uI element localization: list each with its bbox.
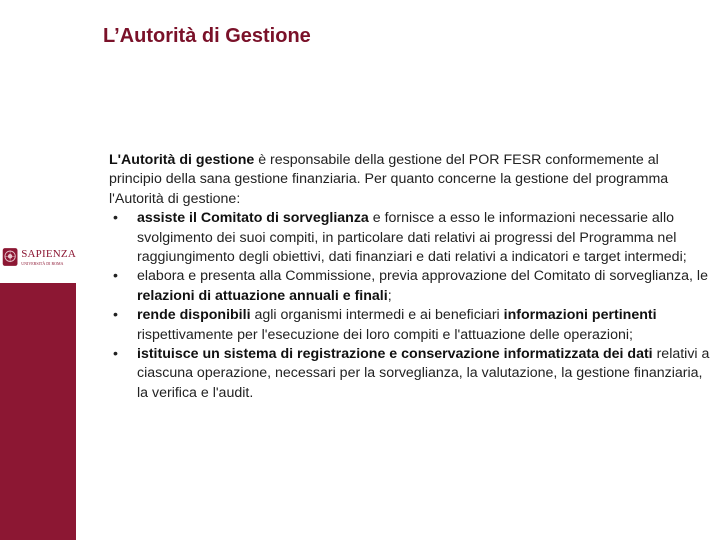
item-text: e fornisce a esso le informazioni necessarie allo svolgimento dei suoi compiti, in particolare dati relativi ai progressi del Programma nel raggiungimento degli obiettivi, dati finanziari e dati relativi a indicatori e target intermedi; bbox=[137, 210, 687, 266]
bullet-icon: • bbox=[113, 307, 118, 324]
seal-icon bbox=[2, 244, 18, 270]
item-text: elabora e presenta alla Commissione, previa approvazione del Comitato di sorveglianza, le bbox=[137, 268, 708, 285]
item-text: rispettivamente per l'esecuzione dei loro compiti e l'attuazione delle operazioni; bbox=[137, 326, 633, 343]
bullet-icon: • bbox=[113, 210, 118, 227]
content-body bbox=[109, 151, 714, 403]
bullet-icon: • bbox=[113, 268, 118, 285]
list-item bbox=[109, 345, 714, 403]
list-item bbox=[109, 209, 714, 267]
item-text: agli organismi intermedi e ai beneficiari bbox=[250, 307, 504, 324]
item-bold: assiste il Comitato di sorveglianza bbox=[137, 210, 369, 227]
side-band-top bbox=[0, 0, 76, 237]
item-bold: istituisce un sistema di registrazione e conservazione informatizzata dei dati bbox=[137, 346, 653, 363]
logo-name: SAPIENZA bbox=[21, 247, 76, 260]
intro-text: è responsabile della gestione del POR FESR conformemente al principio della sana gestione finanziaria. Per quanto concerne la gestione del programma l'Autorità di gestione: bbox=[109, 152, 669, 207]
item-text: ; bbox=[387, 287, 392, 304]
bullet-list bbox=[109, 209, 714, 403]
item-text: relativi a ciascuna operazione, necessari per la sorveglianza, la valutazione, la gestione finanziaria, la verifica e l'audit. bbox=[137, 346, 710, 401]
list-item bbox=[109, 306, 714, 345]
item-bold: rende disponibili bbox=[137, 307, 251, 324]
side-band-red bbox=[0, 283, 76, 540]
item-bold: relazioni di attuazione annuali e finali bbox=[137, 287, 388, 304]
sapienza-logo bbox=[0, 240, 76, 274]
item-bold: informazioni pertinenti bbox=[503, 307, 657, 324]
intro-paragraph bbox=[109, 151, 714, 209]
bullet-icon: • bbox=[113, 346, 118, 363]
list-item bbox=[109, 267, 714, 306]
logo-subtitle: UNIVERSITÀ DI ROMA bbox=[21, 260, 64, 266]
slide-title: L’Autorità di Gestione bbox=[103, 25, 311, 47]
intro-bold: L'Autorità di gestione bbox=[109, 152, 255, 168]
